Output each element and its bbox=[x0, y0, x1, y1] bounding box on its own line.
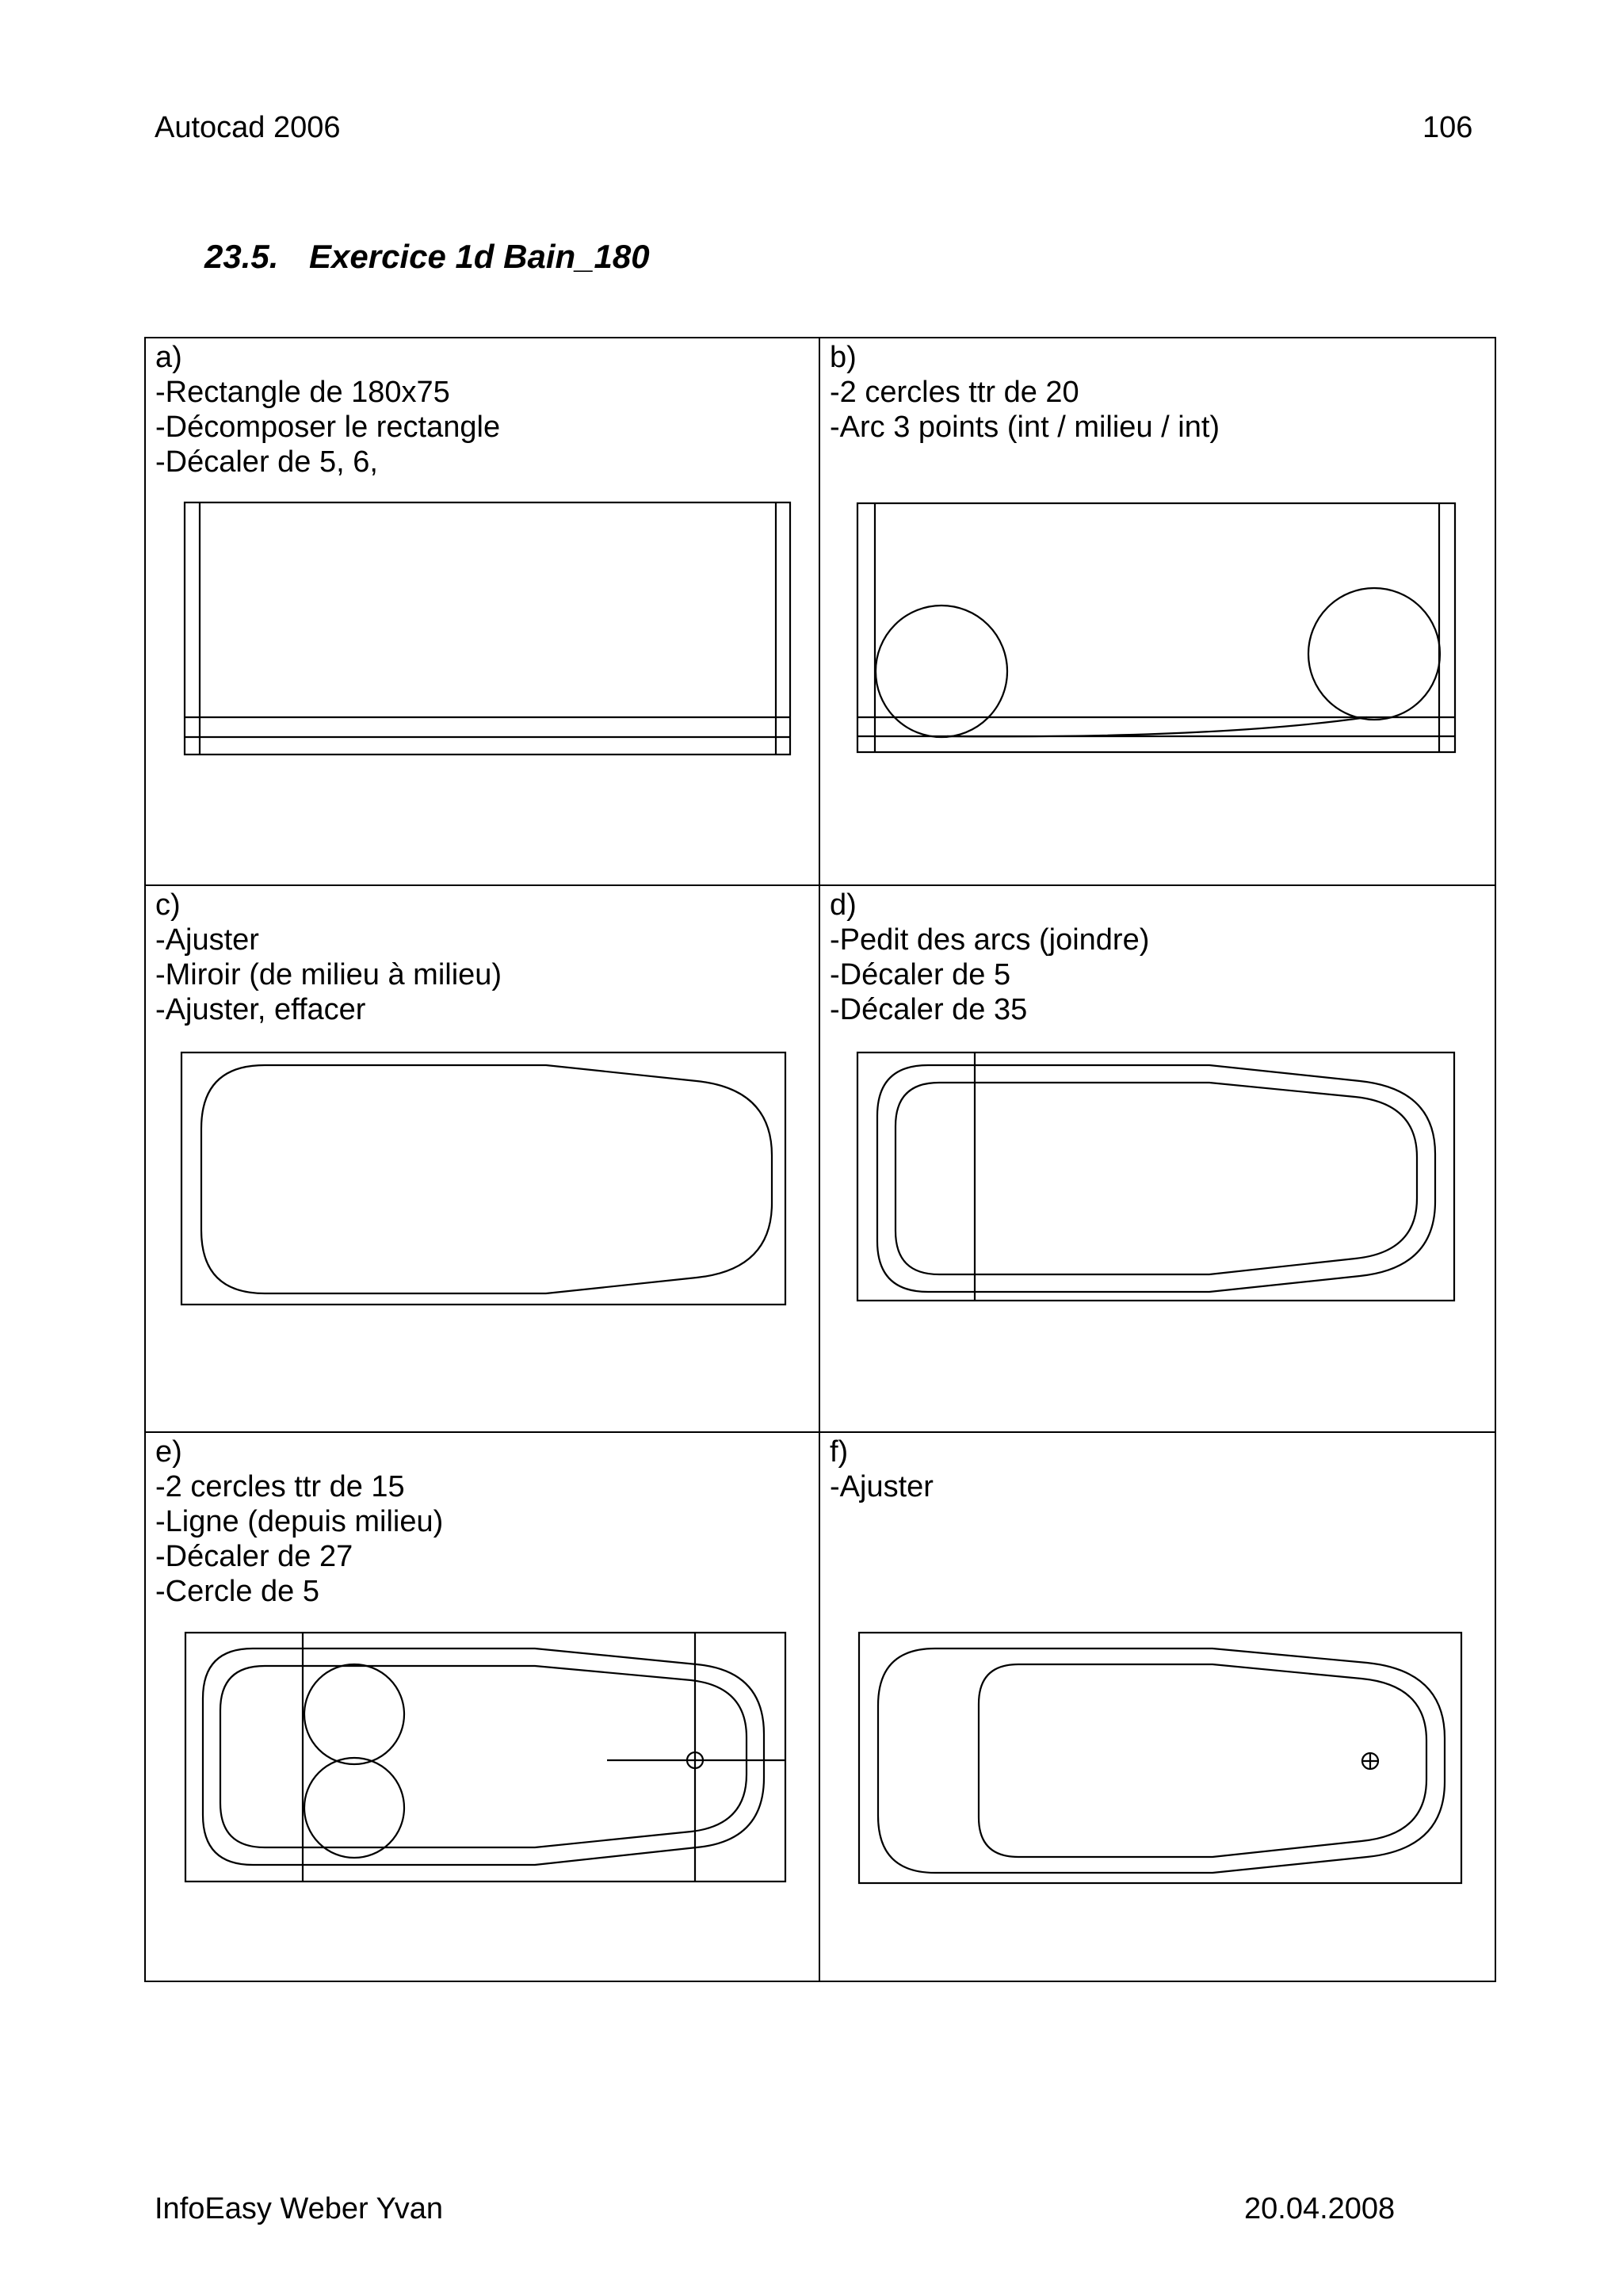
cell-line: -Miroir (de milieu à milieu) bbox=[155, 957, 502, 991]
cell-line: -Cercle de 5 bbox=[155, 1575, 319, 1609]
cell-line: -Arc 3 points (int / milieu / int) bbox=[830, 411, 1220, 444]
tub-outline-inner bbox=[979, 1664, 1426, 1857]
cell-line: -Ajuster bbox=[830, 1470, 934, 1504]
outer-rectangle bbox=[857, 503, 1455, 752]
drawing-b bbox=[820, 338, 1495, 885]
footer-date: 20.04.2008 bbox=[1244, 2192, 1396, 2225]
cell-line: -Décaler de 35 bbox=[830, 992, 1028, 1026]
cell-label: c) bbox=[155, 888, 181, 922]
footer-left: InfoEasy Weber Yvan bbox=[155, 2192, 444, 2225]
cell-line: -Ligne (depuis milieu) bbox=[155, 1505, 444, 1539]
cell-c bbox=[146, 886, 820, 1434]
cell-line: -Décaler de 5, 6, bbox=[155, 445, 378, 479]
outer-rectangle bbox=[181, 1052, 785, 1305]
tub-outline-inner bbox=[896, 1083, 1417, 1274]
header-left: Autocad 2006 bbox=[155, 111, 341, 144]
cell-line: -Décaler de 5 bbox=[830, 957, 1011, 991]
tub-outline-outer bbox=[877, 1065, 1435, 1292]
ttr-circle-bottom bbox=[304, 1758, 404, 1858]
cell-b bbox=[820, 338, 1495, 886]
page-number: 106 bbox=[1423, 111, 1473, 144]
cell-line: -Ajuster, effacer bbox=[155, 992, 366, 1026]
cell-line: -2 cercles ttr de 15 bbox=[155, 1470, 405, 1504]
ttr-circle-top bbox=[304, 1664, 404, 1764]
cell-e bbox=[146, 1433, 820, 1981]
cell-label: b) bbox=[830, 341, 857, 374]
drawing-c bbox=[146, 886, 821, 1433]
cell-line: -Décaler de 27 bbox=[155, 1540, 353, 1574]
drawing-f bbox=[820, 1433, 1495, 1980]
cell-label: a) bbox=[155, 341, 182, 374]
drawing-a bbox=[146, 338, 821, 885]
cell-line: -Décomposer le rectangle bbox=[155, 411, 501, 444]
tub-outline-inner bbox=[220, 1666, 747, 1847]
cell-label: d) bbox=[830, 888, 857, 922]
section-title-text: Exercice 1d Bain_180 bbox=[309, 238, 650, 275]
ttr-circle-right bbox=[1308, 588, 1440, 720]
drawing-d bbox=[820, 886, 1495, 1433]
cell-label: f) bbox=[830, 1435, 849, 1469]
tub-outline bbox=[201, 1065, 772, 1293]
cell-label: e) bbox=[155, 1435, 182, 1469]
cell-line: -Rectangle de 180x75 bbox=[155, 376, 450, 409]
cell-line: -2 cercles ttr de 20 bbox=[830, 376, 1079, 409]
cell-d bbox=[820, 886, 1495, 1434]
cell-a bbox=[146, 338, 820, 886]
exercise-table bbox=[144, 337, 1496, 1982]
section-title bbox=[204, 238, 650, 276]
section-number: 23.5. bbox=[204, 238, 279, 275]
drawing-e bbox=[146, 1433, 821, 1980]
cell-line: -Ajuster bbox=[155, 923, 259, 957]
cell-line: -Pedit des arcs (joindre) bbox=[830, 923, 1150, 957]
outer-rectangle bbox=[857, 1052, 1454, 1301]
cell-f bbox=[820, 1433, 1495, 1981]
three-point-arc bbox=[947, 717, 1367, 736]
tub-outline-outer bbox=[878, 1648, 1445, 1873]
